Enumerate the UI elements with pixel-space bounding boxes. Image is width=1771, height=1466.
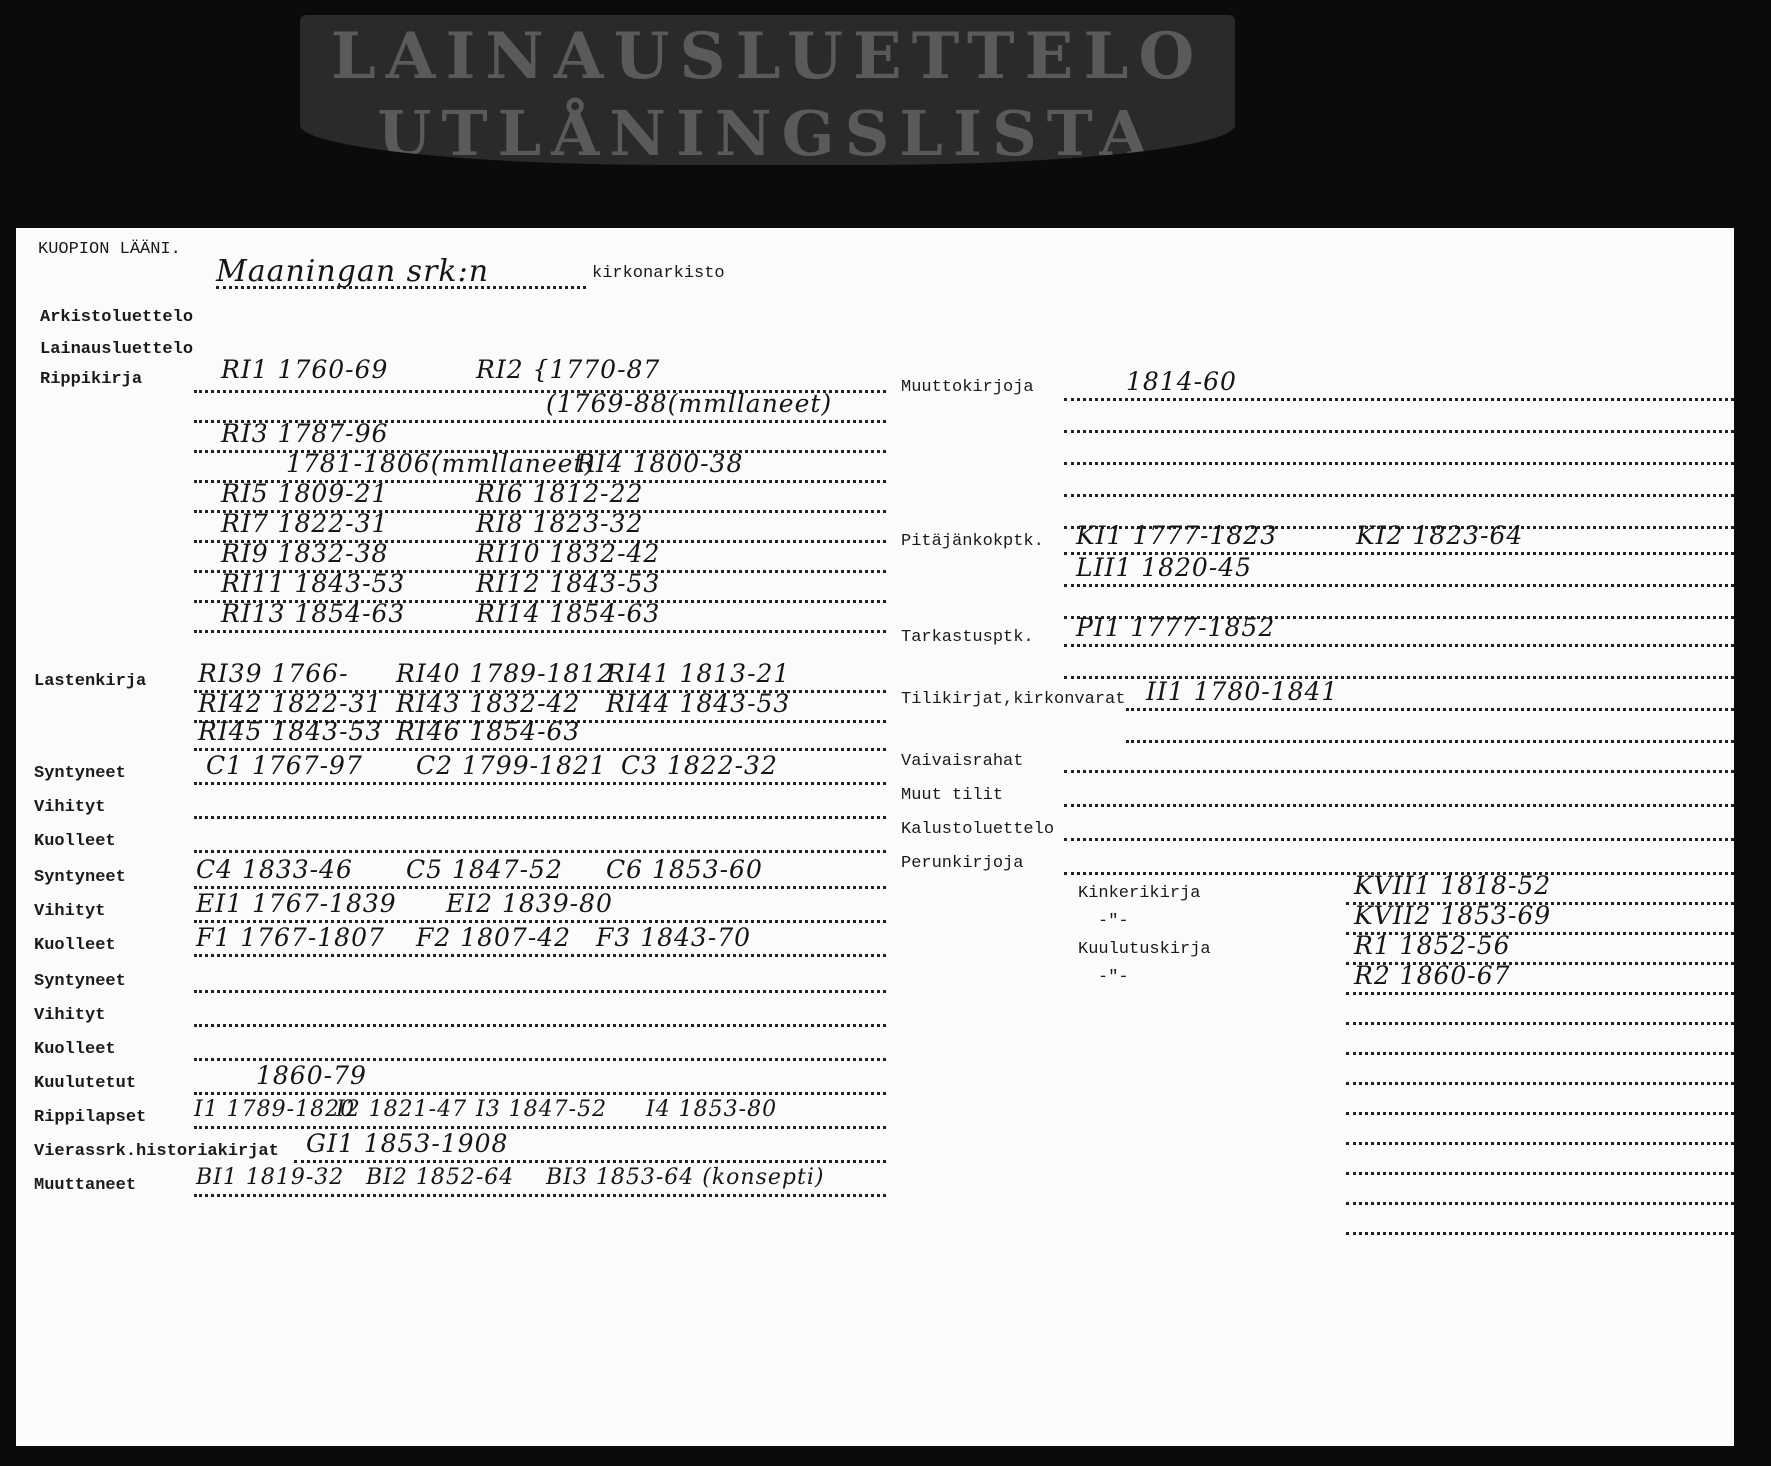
rippi-9b: RI14 1854-63 (476, 599, 661, 628)
perunkirjoja-label: Perunkirjoja (901, 854, 1024, 873)
rippi-6b: RI8 1823-32 (476, 509, 644, 538)
header-title-fi: LAINAUSLUETTELO (330, 19, 1205, 94)
synt2-b: C5 1847-52 (406, 855, 563, 884)
vihityt-label-2: Vihityt (34, 902, 106, 921)
kuolleet-line-1 (194, 850, 886, 853)
parish-line (216, 286, 586, 289)
kuol2-c: F3 1843-70 (596, 923, 752, 952)
vaivaisrahat-line (1064, 770, 1734, 773)
kinkeri-1: KVII1 1818-52 (1354, 871, 1552, 900)
vierassrk-label: Vierassrk.historiakirjat (34, 1142, 279, 1161)
vih2-b: EI2 1839-80 (446, 889, 613, 918)
rippilapset-d: I4 1853-80 (646, 1097, 778, 1122)
archive-suffix: kirkonarkisto (592, 264, 725, 283)
lasten-1c: RI41 1813-21 (606, 659, 791, 688)
kinkerikirja-label: Kinkerikirja (1078, 884, 1201, 903)
rippi-5b: RI6 1812-22 (476, 479, 644, 508)
rippilapset-a: I1 1789-1820 (194, 1097, 356, 1122)
muut-tilit-label: Muut tilit (901, 786, 1004, 805)
muuttaneet-c: BI3 1853-64 (konsepti) (546, 1165, 825, 1190)
tili-line-2 (1126, 740, 1734, 743)
kuolleet-label-1: Kuolleet (34, 832, 116, 851)
vaivaisrahat-label: Vaivaisrahat (901, 752, 1024, 771)
pitajankokptk-label: Pitäjänkokptk. (901, 532, 1044, 551)
extra-line-2 (1346, 1052, 1734, 1055)
kuulutus-1: R1 1852-56 (1354, 931, 1511, 960)
muutto-line-2 (1064, 430, 1734, 433)
syntyneet-label-3: Syntyneet (34, 972, 126, 991)
kinkeri-ditto: -"- (1098, 912, 1129, 931)
lastenkirja-label: Lastenkirja (34, 672, 147, 691)
vihityt-line-1 (194, 816, 886, 819)
muuttaneet-b: BI2 1852-64 (366, 1165, 515, 1190)
extra-line-3 (1346, 1082, 1734, 1085)
rippi-1a: RI1 1760-69 (221, 355, 389, 384)
muutto-entry: 1814-60 (1126, 367, 1237, 396)
kuulutetut-entry: 1860-79 (256, 1061, 367, 1090)
muuttaneet-line (194, 1194, 886, 1197)
kalustoluettelo-label: Kalustoluettelo (901, 820, 1055, 839)
synt1-c: C3 1822-32 (621, 751, 778, 780)
rippi-4b: RI4 1800-38 (576, 449, 744, 478)
rippilapset-c: I3 1847-52 (476, 1097, 608, 1122)
muuttaneet-a: BI1 1819-32 (196, 1165, 345, 1190)
extra-line-6 (1346, 1172, 1734, 1175)
syntyneet-label-2: Syntyneet (34, 868, 126, 887)
synt2-a: C4 1833-46 (196, 855, 353, 884)
lasten-1a: RI39 1766- (198, 659, 349, 688)
pitajan-line-2 (1064, 584, 1734, 587)
lasten-3a: RI45 1843-53 (198, 717, 383, 746)
rippi-5a: RI5 1809-21 (221, 479, 389, 508)
parish-handwritten: Maaningan srk:n (216, 254, 490, 289)
synt2-c: C6 1853-60 (606, 855, 763, 884)
rippi-6a: RI7 1822-31 (221, 509, 389, 538)
rippi-7b: RI10 1832-42 (476, 539, 661, 568)
rippi-9a: RI13 1854-63 (221, 599, 406, 628)
extra-line-8 (1346, 1232, 1734, 1235)
kalustoluettelo-line (1064, 838, 1734, 841)
rippikirja-label: Rippikirja (40, 370, 143, 389)
province-label: KUOPION LÄÄNI. (38, 240, 181, 259)
syntyneet-line-1 (194, 782, 886, 785)
vihityt-label-3: Vihityt (34, 1006, 106, 1025)
kuulutus-line-2 (1346, 992, 1734, 995)
kuulutetut-label: Kuulutetut (34, 1074, 137, 1093)
rippi-7a: RI9 1832-38 (221, 539, 389, 568)
kuulutus-2: R2 1860-67 (1354, 961, 1511, 990)
rippi-4a: 1781-1806(mmllaneet) (286, 449, 596, 478)
kuulutuskirja-label: Kuulutuskirja (1078, 940, 1211, 959)
tilikirjat-label: Tilikirjat,kirkonvarat (901, 690, 1126, 709)
kuolleet-label-3: Kuolleet (34, 1040, 116, 1059)
syntyneet-line-3 (194, 990, 886, 993)
kuolleet-line-2 (194, 954, 886, 957)
vierassrk-entry: GI1 1853-1908 (306, 1129, 509, 1158)
vihityt-line-3 (194, 1024, 886, 1027)
rippi-1b: RI2 {1770-87 (476, 355, 661, 384)
lasten-2a: RI42 1822-31 (198, 689, 383, 718)
arkistoluettelo-label: Arkistoluettelo (40, 308, 194, 327)
extra-line-1 (1346, 1022, 1734, 1025)
synt1-a: C1 1767-97 (206, 751, 363, 780)
syntyneet-label-1: Syntyneet (34, 764, 126, 783)
kinkeri-2: KVII2 1853-69 (1354, 901, 1552, 930)
muuttokirjoja-label: Muuttokirjoja (901, 378, 1034, 397)
synt1-b: C2 1799-1821 (416, 751, 607, 780)
pitajan-a: KI1 1777-1823 (1076, 521, 1278, 550)
rippi-2: (1769-88(mmllaneet) (546, 389, 833, 418)
kuol2-b: F2 1807-42 (416, 923, 572, 952)
tarkastusptk-label: Tarkastusptk. (901, 628, 1034, 647)
lasten-1b: RI40 1789-1812 (396, 659, 615, 688)
pitajan-c: LII1 1820-45 (1076, 553, 1253, 582)
vierassrk-line (294, 1160, 886, 1163)
rippilapset-label: Rippilapset (34, 1108, 147, 1127)
rippi-8a: RI11 1843-53 (221, 569, 406, 598)
rippi-8b: RI12 1843-53 (476, 569, 661, 598)
rippilapset-b: I2 1821-47 (336, 1097, 468, 1122)
extra-line-5 (1346, 1142, 1734, 1145)
kuulutetut-line (194, 1092, 886, 1095)
lasten-2c: RI44 1843-53 (606, 689, 791, 718)
pitajan-b: KI2 1823-64 (1356, 521, 1524, 550)
lasten-3b: RI46 1854-63 (396, 717, 581, 746)
extra-line-7 (1346, 1202, 1734, 1205)
muutto-line-3 (1064, 462, 1734, 465)
extra-line-4 (1346, 1112, 1734, 1115)
vihityt-label-1: Vihityt (34, 798, 106, 817)
muut-tilit-line (1064, 804, 1734, 807)
kuol2-a: F1 1767-1807 (196, 923, 385, 952)
vih2-a: EI1 1767-1839 (196, 889, 397, 918)
tili-entry: II1 1780-1841 (1146, 677, 1339, 706)
lasten-2b: RI43 1832-42 (396, 689, 581, 718)
tarkastus-line-1 (1064, 644, 1734, 647)
archive-card (16, 228, 1734, 1446)
lainausluettelo-label: Lainausluettelo (40, 340, 194, 359)
rippilapset-line (194, 1126, 886, 1129)
header-title-sv: UTLÅNINGSLISTA (377, 97, 1158, 165)
header-plate (300, 15, 1235, 165)
tarkastus-entry: PI1 1777-1852 (1076, 613, 1276, 642)
tili-line-1 (1126, 708, 1734, 711)
muutto-line-1 (1064, 398, 1734, 401)
kuolleet-label-2: Kuolleet (34, 936, 116, 955)
rippikirja-line-9 (194, 630, 886, 633)
rippi-3: RI3 1787-96 (221, 419, 389, 448)
muuttaneet-label: Muuttaneet (34, 1176, 137, 1195)
kuulutus-ditto: -"- (1098, 968, 1129, 987)
muutto-line-4 (1064, 494, 1734, 497)
